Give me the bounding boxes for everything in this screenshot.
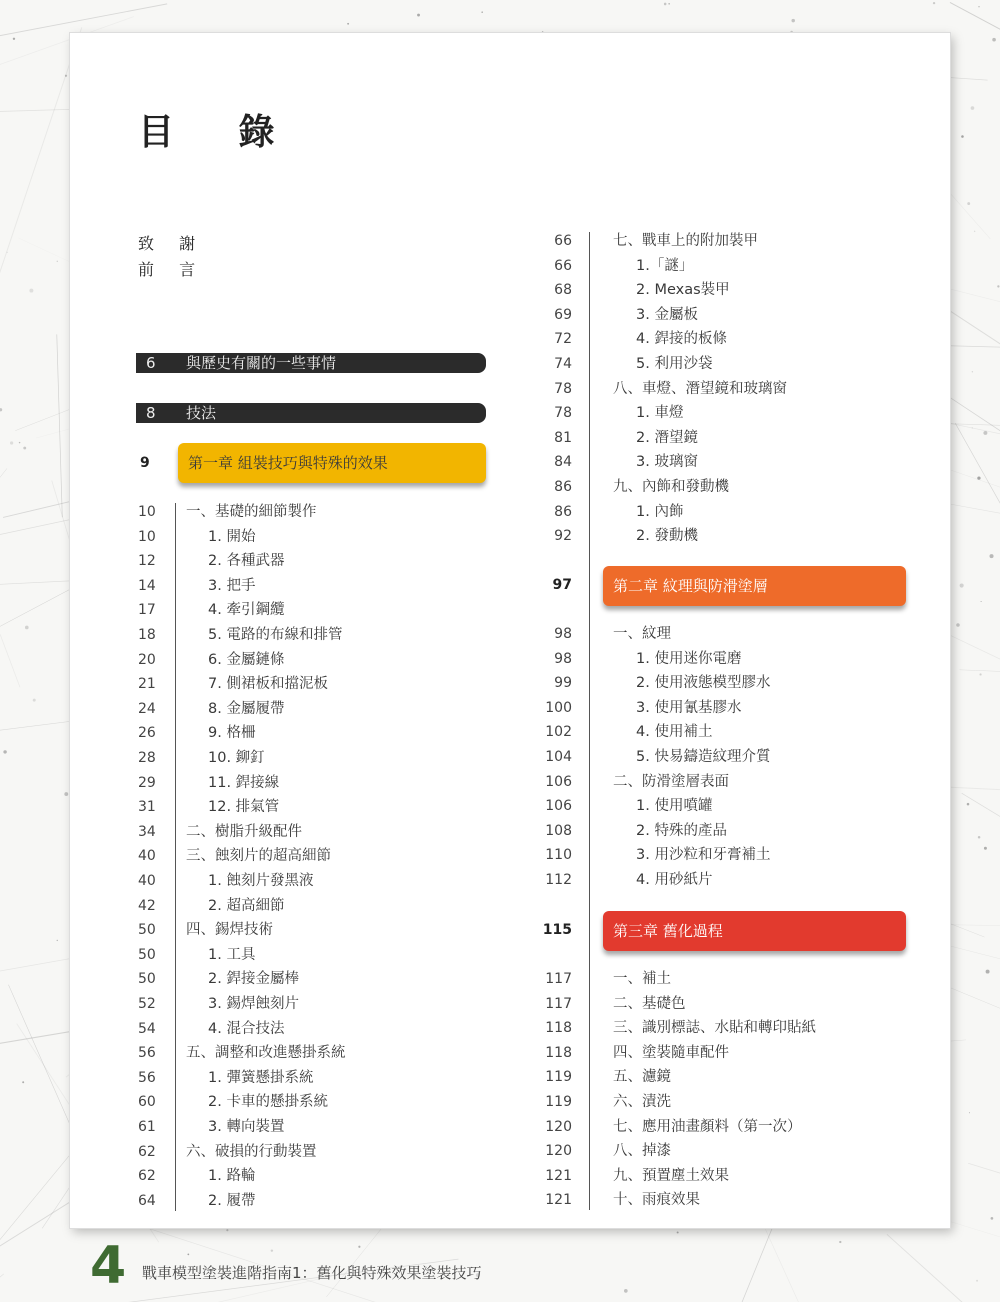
toc-page-number: 40 (138, 873, 156, 889)
toc-subentry: 3. 轉向裝置 (208, 1119, 285, 1135)
toc-entry: 八、車燈、潛望鏡和玻璃窗 (613, 380, 787, 397)
section-bar-techniques (136, 403, 486, 423)
toc-page-number: 31 (138, 799, 156, 816)
toc-page-number: 98 (554, 650, 572, 667)
toc-subentry: 6. 金屬鏈條 (208, 651, 285, 668)
toc-page-number: 106 (545, 798, 572, 815)
toc-page-number: 61 (138, 1119, 156, 1135)
toc-subentry: 1. 車燈 (636, 405, 684, 422)
toc-entry: 六、破損的行動裝置 (186, 1143, 317, 1160)
toc-page-number: 64 (138, 1192, 156, 1209)
toc-subentry: 2. 潛望鏡 (636, 429, 698, 446)
toc-page-number: 78 (554, 405, 572, 422)
toc-page-number: 78 (554, 380, 572, 397)
toc-page-number: 104 (545, 749, 572, 765)
toc-subentry: 2. 使用液態模型膠水 (636, 675, 771, 692)
toc-page-number: 60 (138, 1094, 156, 1111)
chapter3-title: 第三章 舊化過程 (613, 922, 723, 940)
toc-page-number: 50 (138, 971, 156, 988)
toc-subentry: 10. 鉚釘 (208, 750, 265, 766)
section-title: 技法 (186, 404, 217, 422)
left-column-divider (175, 503, 176, 1211)
toc-entry: 二、防滑塗層表面 (613, 773, 729, 790)
toc-page-number: 119 (545, 1069, 572, 1086)
chapter1-title: 第一章 組裝技巧與特殊的效果 (188, 454, 388, 472)
toc-entry: 一、基礎的細節製作 (186, 504, 317, 520)
toc-subentry: 5. 電路的布線和排管 (208, 627, 343, 643)
toc-page-number: 108 (545, 822, 572, 839)
page-title: 目 錄 (138, 112, 301, 153)
toc-subentry: 3. 把手 (208, 577, 256, 594)
toc-entry: 五、濾鏡 (613, 1069, 671, 1086)
toc-page-number: 50 (138, 946, 156, 963)
toc-page-number: 92 (554, 528, 572, 545)
toc-page-number: 34 (138, 823, 156, 840)
toc-subentry: 2. 特殊的產品 (636, 822, 727, 839)
section-title: 與歷史有關的一些事情 (186, 354, 337, 372)
toc-entry: 三、蝕刻片的超高細節 (186, 848, 331, 865)
toc-page-number: 26 (138, 725, 156, 742)
toc-page-number: 72 (554, 331, 572, 348)
toc-subentry: 4. 混合技法 (208, 1020, 285, 1037)
toc-page-number: 117 (545, 971, 572, 987)
toc-page-number: 62 (138, 1143, 156, 1160)
toc-page-number: 24 (138, 700, 156, 717)
toc-page-number: 86 (554, 479, 572, 495)
toc-page-number: 56 (138, 1069, 156, 1086)
toc-subentry: 9. 格柵 (208, 725, 256, 742)
toc-page-number: 99 (554, 675, 572, 692)
chapter1-bar (178, 443, 486, 483)
toc-page-number: 29 (138, 774, 156, 791)
toc-entry: 四、錫焊技術 (186, 922, 273, 939)
toc-page-number: 112 (545, 872, 572, 888)
section-page: 8 (146, 404, 156, 422)
toc-subentry: 11. 銲接線 (208, 774, 280, 791)
toc-subentry: 2. Mexas裝甲 (636, 282, 730, 299)
toc-page-number: 84 (554, 454, 572, 471)
toc-page-number: 10 (138, 528, 156, 545)
toc-entry: 九、內飾和發動機 (613, 479, 729, 495)
chapter2-page: 97 (552, 577, 572, 593)
toc-subentry: 4. 牽引鋼纜 (208, 602, 285, 619)
toc-entry: 九、預置塵土效果 (613, 1167, 729, 1184)
toc-subentry: 1.「謎」 (636, 257, 694, 274)
toc-page-number: 120 (545, 1143, 572, 1160)
toc-page-number: 81 (554, 429, 572, 446)
toc-subentry: 2. 履帶 (208, 1192, 256, 1209)
toc-subentry: 3. 玻璃窗 (636, 454, 698, 471)
toc-page-number: 119 (545, 1094, 572, 1110)
toc-page-number: 118 (545, 1020, 572, 1037)
toc-page-number: 42 (138, 897, 156, 914)
front-preface: 前 言 (138, 260, 206, 279)
chapter1-page: 9 (140, 455, 150, 471)
toc-subentry: 7. 側裙板和擋泥板 (208, 676, 328, 693)
toc-subentry: 2. 銲接金屬棒 (208, 971, 299, 988)
toc-subentry: 1. 開始 (208, 528, 256, 545)
toc-subentry: 1. 內飾 (636, 503, 684, 520)
toc-page-number: 98 (554, 626, 572, 642)
toc-entry: 二、基礎色 (613, 995, 686, 1012)
toc-subentry: 1. 使用迷你電磨 (636, 650, 742, 667)
toc-subentry: 4. 使用補土 (636, 724, 713, 741)
toc-subentry: 2. 各種武器 (208, 553, 285, 570)
chapter3-bar (603, 911, 906, 951)
toc-page-number: 62 (138, 1168, 156, 1185)
toc-subentry: 4. 用砂紙片 (636, 872, 713, 888)
toc-entry: 八、掉漆 (613, 1143, 671, 1160)
toc-page-number: 20 (138, 651, 156, 668)
toc-page-number: 106 (545, 773, 572, 790)
front-acknowledgement: 致 謝 (138, 234, 206, 253)
toc-subentry: 3. 錫焊蝕刻片 (208, 996, 299, 1012)
toc-page-number: 117 (545, 995, 572, 1012)
toc-page-number: 10 (138, 504, 156, 520)
toc-subentry: 1. 蝕刻片發黑液 (208, 873, 314, 889)
toc-page-number: 100 (545, 699, 572, 716)
toc-subentry: 1. 彈簧懸掛系統 (208, 1069, 314, 1086)
toc-subentry: 1. 路輪 (208, 1168, 256, 1185)
toc-subentry: 3. 使用氰基膠水 (636, 699, 742, 716)
right-column-divider (589, 232, 590, 1210)
footer-page-number: 4 (90, 1236, 127, 1296)
toc-subentry: 12. 排氣管 (208, 799, 280, 816)
toc-page-number: 121 (545, 1192, 572, 1209)
toc-page-number: 28 (138, 750, 156, 766)
section-bar-history (136, 353, 486, 373)
toc-entry: 一、補土 (613, 971, 671, 987)
toc-subentry: 3. 金屬板 (636, 306, 698, 323)
toc-page-number: 17 (138, 602, 156, 619)
toc-page-number: 66 (554, 257, 572, 274)
toc-subentry: 1. 使用噴罐 (636, 798, 713, 815)
toc-page-number: 54 (138, 1020, 156, 1037)
toc-entry: 一、紋理 (613, 626, 671, 642)
toc-subentry: 4. 銲接的板條 (636, 331, 727, 348)
toc-page-number: 56 (138, 1045, 156, 1062)
toc-page-number: 18 (138, 627, 156, 643)
toc-page-number: 12 (138, 553, 156, 570)
toc-entry: 五、調整和改進懸掛系統 (186, 1045, 346, 1062)
toc-subentry: 2. 超高細節 (208, 897, 285, 914)
toc-subentry: 2. 卡車的懸掛系統 (208, 1094, 328, 1111)
toc-page-number: 69 (554, 306, 572, 323)
toc-page-number: 121 (545, 1167, 572, 1184)
toc-entry: 二、樹脂升級配件 (186, 823, 302, 840)
toc-subentry: 1. 工具 (208, 946, 256, 963)
toc-entry: 六、漬洗 (613, 1094, 671, 1110)
toc-entry: 十、雨痕效果 (613, 1192, 700, 1209)
toc-page-number: 40 (138, 848, 156, 865)
toc-page-number: 66 (554, 233, 572, 249)
toc-page-number: 118 (545, 1044, 572, 1061)
toc-page-number: 21 (138, 676, 156, 693)
toc-subentry: 5. 利用沙袋 (636, 356, 713, 372)
toc-entry: 三、識別標誌、水貼和轉印貼紙 (613, 1020, 816, 1037)
toc-page-number: 68 (554, 282, 572, 299)
footer-book-title: 戰車模型塗裝進階指南1：舊化與特殊效果塗裝技巧 (142, 1264, 482, 1282)
toc-subentry: 2. 發動機 (636, 528, 698, 545)
toc-subentry: 5. 快易鑄造紋理介質 (636, 749, 771, 765)
chapter3-page: 115 (542, 922, 572, 938)
toc-page-number: 14 (138, 577, 156, 594)
toc-page-number: 52 (138, 996, 156, 1012)
toc-page-number: 110 (545, 847, 572, 864)
chapter2-title: 第二章 紋理與防滑塗層 (613, 577, 768, 595)
section-page: 6 (146, 354, 156, 372)
toc-subentry: 3. 用沙粒和牙膏補土 (636, 847, 771, 864)
toc-page-number: 86 (554, 503, 572, 520)
toc-entry: 四、塗裝隨車配件 (613, 1044, 729, 1061)
toc-subentry: 8. 金屬履帶 (208, 700, 285, 717)
toc-entry: 七、戰車上的附加裝甲 (613, 233, 758, 249)
toc-page-number: 74 (554, 356, 572, 372)
toc-page-number: 120 (545, 1118, 572, 1135)
chapter2-bar (603, 566, 906, 606)
toc-page-number: 102 (545, 724, 572, 741)
toc-entry: 七、應用油畫顏料（第一次） (613, 1118, 802, 1135)
toc-page-number: 50 (138, 922, 156, 939)
